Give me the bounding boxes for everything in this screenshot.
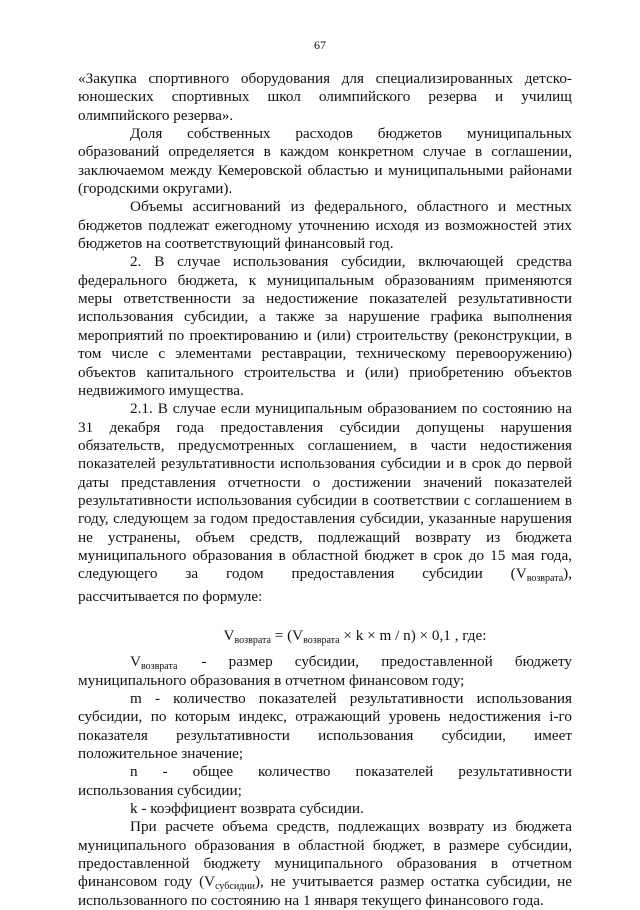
- return-formula: $V_{возврата} = (V_{возврата} \times k \times m / n) \times 0,1$ , где:: [223, 626, 487, 646]
- document-body: [78, 70, 572, 910]
- paragraph-item-title: «Закупка спортивного оборудования для специализированных детско-юношеских спортивных школ олимпийского резерва и училищ олимпийского резерва».: [78, 70, 572, 124]
- definition-word: n: [130, 763, 138, 781]
- subscript-return: возврата: [526, 573, 564, 585]
- definition-word: показателей: [355, 763, 434, 781]
- definition-word: результативности: [458, 763, 572, 781]
- definition-dash: -: [201, 653, 207, 671]
- definition-word: -: [162, 763, 168, 781]
- definition-k: k - коэффициент возврата субсидии.: [130, 800, 364, 818]
- definition-n-continued: использования субсидии;: [78, 781, 242, 799]
- paragraph-responsibility-measures: 2. В случае использования субсидии, включающей средства федерального бюджета, к муниципальным образованиям применяются меры ответственности за недостижение показателей результативности использования субсидии, а также за нарушение графика выполнения мероприятий по проектированию и (или) строительству (реконструкции, в том числе с элементами реставрации, техническому перевооружению) объектов капитального строительства и (или) приобретению объектов недвижимого имущества.: [78, 253, 572, 399]
- page-number: 67: [314, 38, 326, 52]
- definition-symbol: $V_{возврата}$: [130, 653, 178, 673]
- definition-v-return-continued: муниципального образования в отчетном финансовом году;: [78, 671, 465, 689]
- paragraph-remainder-exclusion: При расчете объема средств, подлежащих возврату из бюджета муниципального образования в областной бюджет, в размере субсидии, предоставленной бюджету муниципального образования в отчетном финансовом году $(V_{субсидии})$, не учитывается размер остатка субсидии, не использованного по состоянию на 1 января текущего финансового года.: [78, 818, 572, 909]
- definition-word: бюджету: [514, 653, 572, 671]
- definition-word: субсидии,: [294, 653, 360, 671]
- definition-v-return: [78, 653, 572, 671]
- definition-word: размер: [228, 653, 273, 671]
- paragraph-cofinancing-share: Доля собственных расходов бюджетов муниципальных образований определяется в каждом конкретном случае в соглашении, заключаемом между Кемеровской областью и муниципальными районами (городскими округами).: [78, 125, 572, 198]
- definition-word: количество: [258, 763, 331, 781]
- paragraph-allocation-volumes: Объемы ассигнований из федерального, областного и местных бюджетов подлежат ежегодному уточнению исходя из возможностей этих бюджетов на соответствующий финансовый год.: [78, 198, 572, 253]
- definition-m: m - количество показателей результативности использования субсидии, по которым индекс, отражающий уровень недостижения i-го показателя результативности использования субсидии, имеет положительное значение;: [78, 690, 572, 763]
- subscript-subsidy: субсидии: [215, 881, 255, 893]
- paragraph-formula-intro: рассчитывается по формуле:: [78, 587, 263, 605]
- definition-word: общее: [192, 763, 234, 781]
- definition-n: [78, 763, 572, 781]
- definition-word: предоставленной: [381, 653, 493, 671]
- paragraph-return-condition: 2.1. В случае если муниципальным образованием по состоянию на 31 декабря года предоставления субсидии допущены нарушения обязательств, предусмотренных соглашением, в части недостижения показателей результативности использования субсидии и в срок до первой даты представления отчетности о достижении значений показателей результативности использования субсидии в соответствии с соглашением в году, следующем за годом предоставления субсидии, указанные нарушения не устранены, объем средств, подлежащий возврату из бюджета муниципального образования в областной бюджет в срок до 15 мая года, следующего за годом предоставления субсидии $(V_{возврата})$,: [78, 400, 572, 585]
